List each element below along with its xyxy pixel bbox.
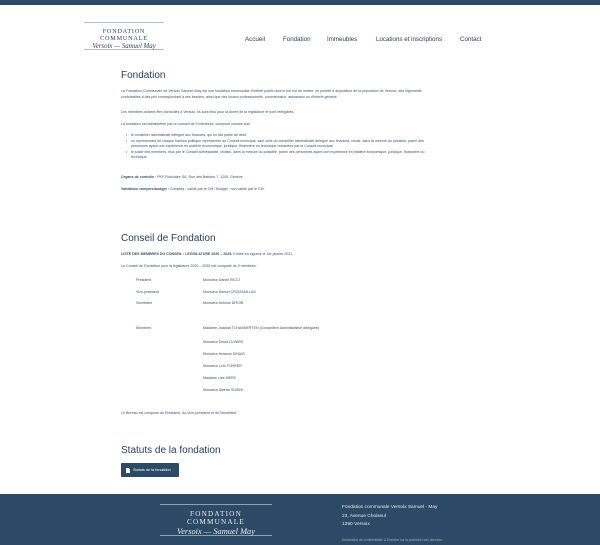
nav-accueil[interactable]: Accueil bbox=[245, 36, 265, 43]
member-name: Monsieur Loïc FOHRER bbox=[203, 364, 242, 368]
member-name: Monsieur Alberto SUSINI bbox=[203, 388, 243, 392]
conseil-list-note: Entrée en vigueur le 1er janvier 2021. bbox=[233, 252, 294, 256]
organe-controle bbox=[121, 175, 436, 181]
list-item: • un représentant de chaque fraction politique représentée au Conseil municipal, sauf celle du conseiller administratif délégué aux finances, choisi, dans la mesure du possible, parmi des personnes ayant une expérience en matière économique, juridique, financière ou technique nommées par le Conseil municipal; bbox=[125, 139, 437, 150]
nav-immeubles[interactable]: Immeubles bbox=[327, 36, 358, 43]
fondation-intro: La Fondation Communale de Versoix Samuel-May est une fondation communale d'intérêt public dont le but est de mettre, en priorité à disposition de la population de Versoix, des logements confortables à des prix correspondant à ses besoins, ainsi que des locaux professionnels, commerciaux, artisanaux ou d'intérêt général. bbox=[121, 89, 422, 99]
site-header bbox=[0, 5, 600, 62]
conseil-list-title: LISTE DES MEMBRES DU CONSEIL : LÉGISLATURE 2020 – 2025. bbox=[121, 252, 233, 256]
footer-address-line: Fondation communale Versoix Samuel - May bbox=[342, 505, 438, 510]
fondation-members-note: Les membres doivent être domiciliés à Versoix. Ils sont élus pour la durée de la législature et sont rééligibles. bbox=[121, 110, 295, 114]
validation-label: Validation comptes/budget : bbox=[121, 187, 169, 191]
footer-address-line: 1290 Versoix bbox=[342, 522, 370, 527]
conseil-composed: Le Conseil de Fondation pour la législature 2020 – 2025 est composé de 9 membres : bbox=[121, 264, 258, 268]
conseil-list-header bbox=[121, 252, 436, 258]
members-label: Membres bbox=[136, 326, 151, 330]
name-vice-president: Monsieur Marcel CROUSAILLAS bbox=[203, 290, 256, 294]
nav-contact[interactable]: Contact bbox=[460, 36, 482, 43]
footer-logo[interactable] bbox=[160, 504, 272, 536]
footer-address bbox=[342, 504, 437, 530]
footer-privacy-link[interactable]: Déclaration de confidentialité & Directive sur la protection des données bbox=[342, 538, 442, 542]
fondation-council-note: La fondation est administrée par un conseil de 9 membres, composé comme suit : bbox=[121, 122, 252, 126]
list-item: • le solde des membres, élus par le Conseil administratif, choisis, dans la mesure du possible, parmi des personnes ayant une expérience en matière économique, juridique, financière ou technique. bbox=[125, 150, 437, 161]
document-icon bbox=[126, 468, 130, 473]
member-name: Monsieur David CLINIER bbox=[203, 340, 244, 344]
composition-list bbox=[125, 133, 437, 161]
logo-line-2: Versoix — Samuel May bbox=[92, 43, 156, 50]
validation-comptes bbox=[121, 187, 436, 193]
bureau-note: Le Bureau est composé du Président, du Vice-président et du Secrétaire. bbox=[121, 411, 238, 415]
footer-address-line: 23, Avenue Choiseul bbox=[342, 513, 386, 519]
role-secretaire: Secrétaire bbox=[136, 301, 153, 305]
member-name: Madame Jolanda TCHANNERTEN (Conseillère Administrative déléguée) bbox=[203, 326, 320, 330]
site-logo[interactable] bbox=[84, 22, 164, 50]
role-vice-president: Vice-président bbox=[136, 290, 159, 294]
organe-label: Organe de contrôle : bbox=[121, 175, 157, 179]
validation-value: Comptes : validé par le CM / Budget : non validé par le CM. bbox=[169, 187, 265, 191]
footer-logo-line-1: FONDATION COMMUNALE bbox=[187, 510, 245, 526]
fondation-title: Fondation bbox=[121, 70, 166, 81]
organe-value: PKF Fiduciaire SA, Rue des Battoirs 7, 1205, Genève. bbox=[157, 175, 244, 179]
conseil-title: Conseil de Fondation bbox=[121, 233, 216, 244]
name-secretaire: Monsieur Antoine DROIN bbox=[203, 301, 244, 305]
statuts-download-button[interactable] bbox=[121, 463, 179, 477]
logo-line-1: FONDATION COMMUNALE bbox=[100, 28, 148, 42]
member-name: Monsieur Hussein DINIAS bbox=[203, 352, 245, 356]
statuts-title: Statuts de la fondation bbox=[121, 445, 221, 456]
name-president: Monsieur Daniel RICCI bbox=[203, 278, 240, 282]
site-footer bbox=[0, 494, 600, 545]
footer-logo-line-2: Versoix — Samuel May bbox=[177, 527, 255, 536]
nav-fondation[interactable]: Fondation bbox=[283, 36, 311, 43]
nav-locations[interactable]: Locations et inscriptions bbox=[376, 36, 443, 43]
statuts-button-label: Statuts de la fondation bbox=[133, 468, 171, 472]
list-item: • le conseiller administratif délégué aux finances, qui en fait partie de droit; bbox=[125, 133, 437, 139]
member-name: Madame Lise MERZ bbox=[203, 376, 236, 380]
role-president: Président bbox=[136, 278, 152, 282]
